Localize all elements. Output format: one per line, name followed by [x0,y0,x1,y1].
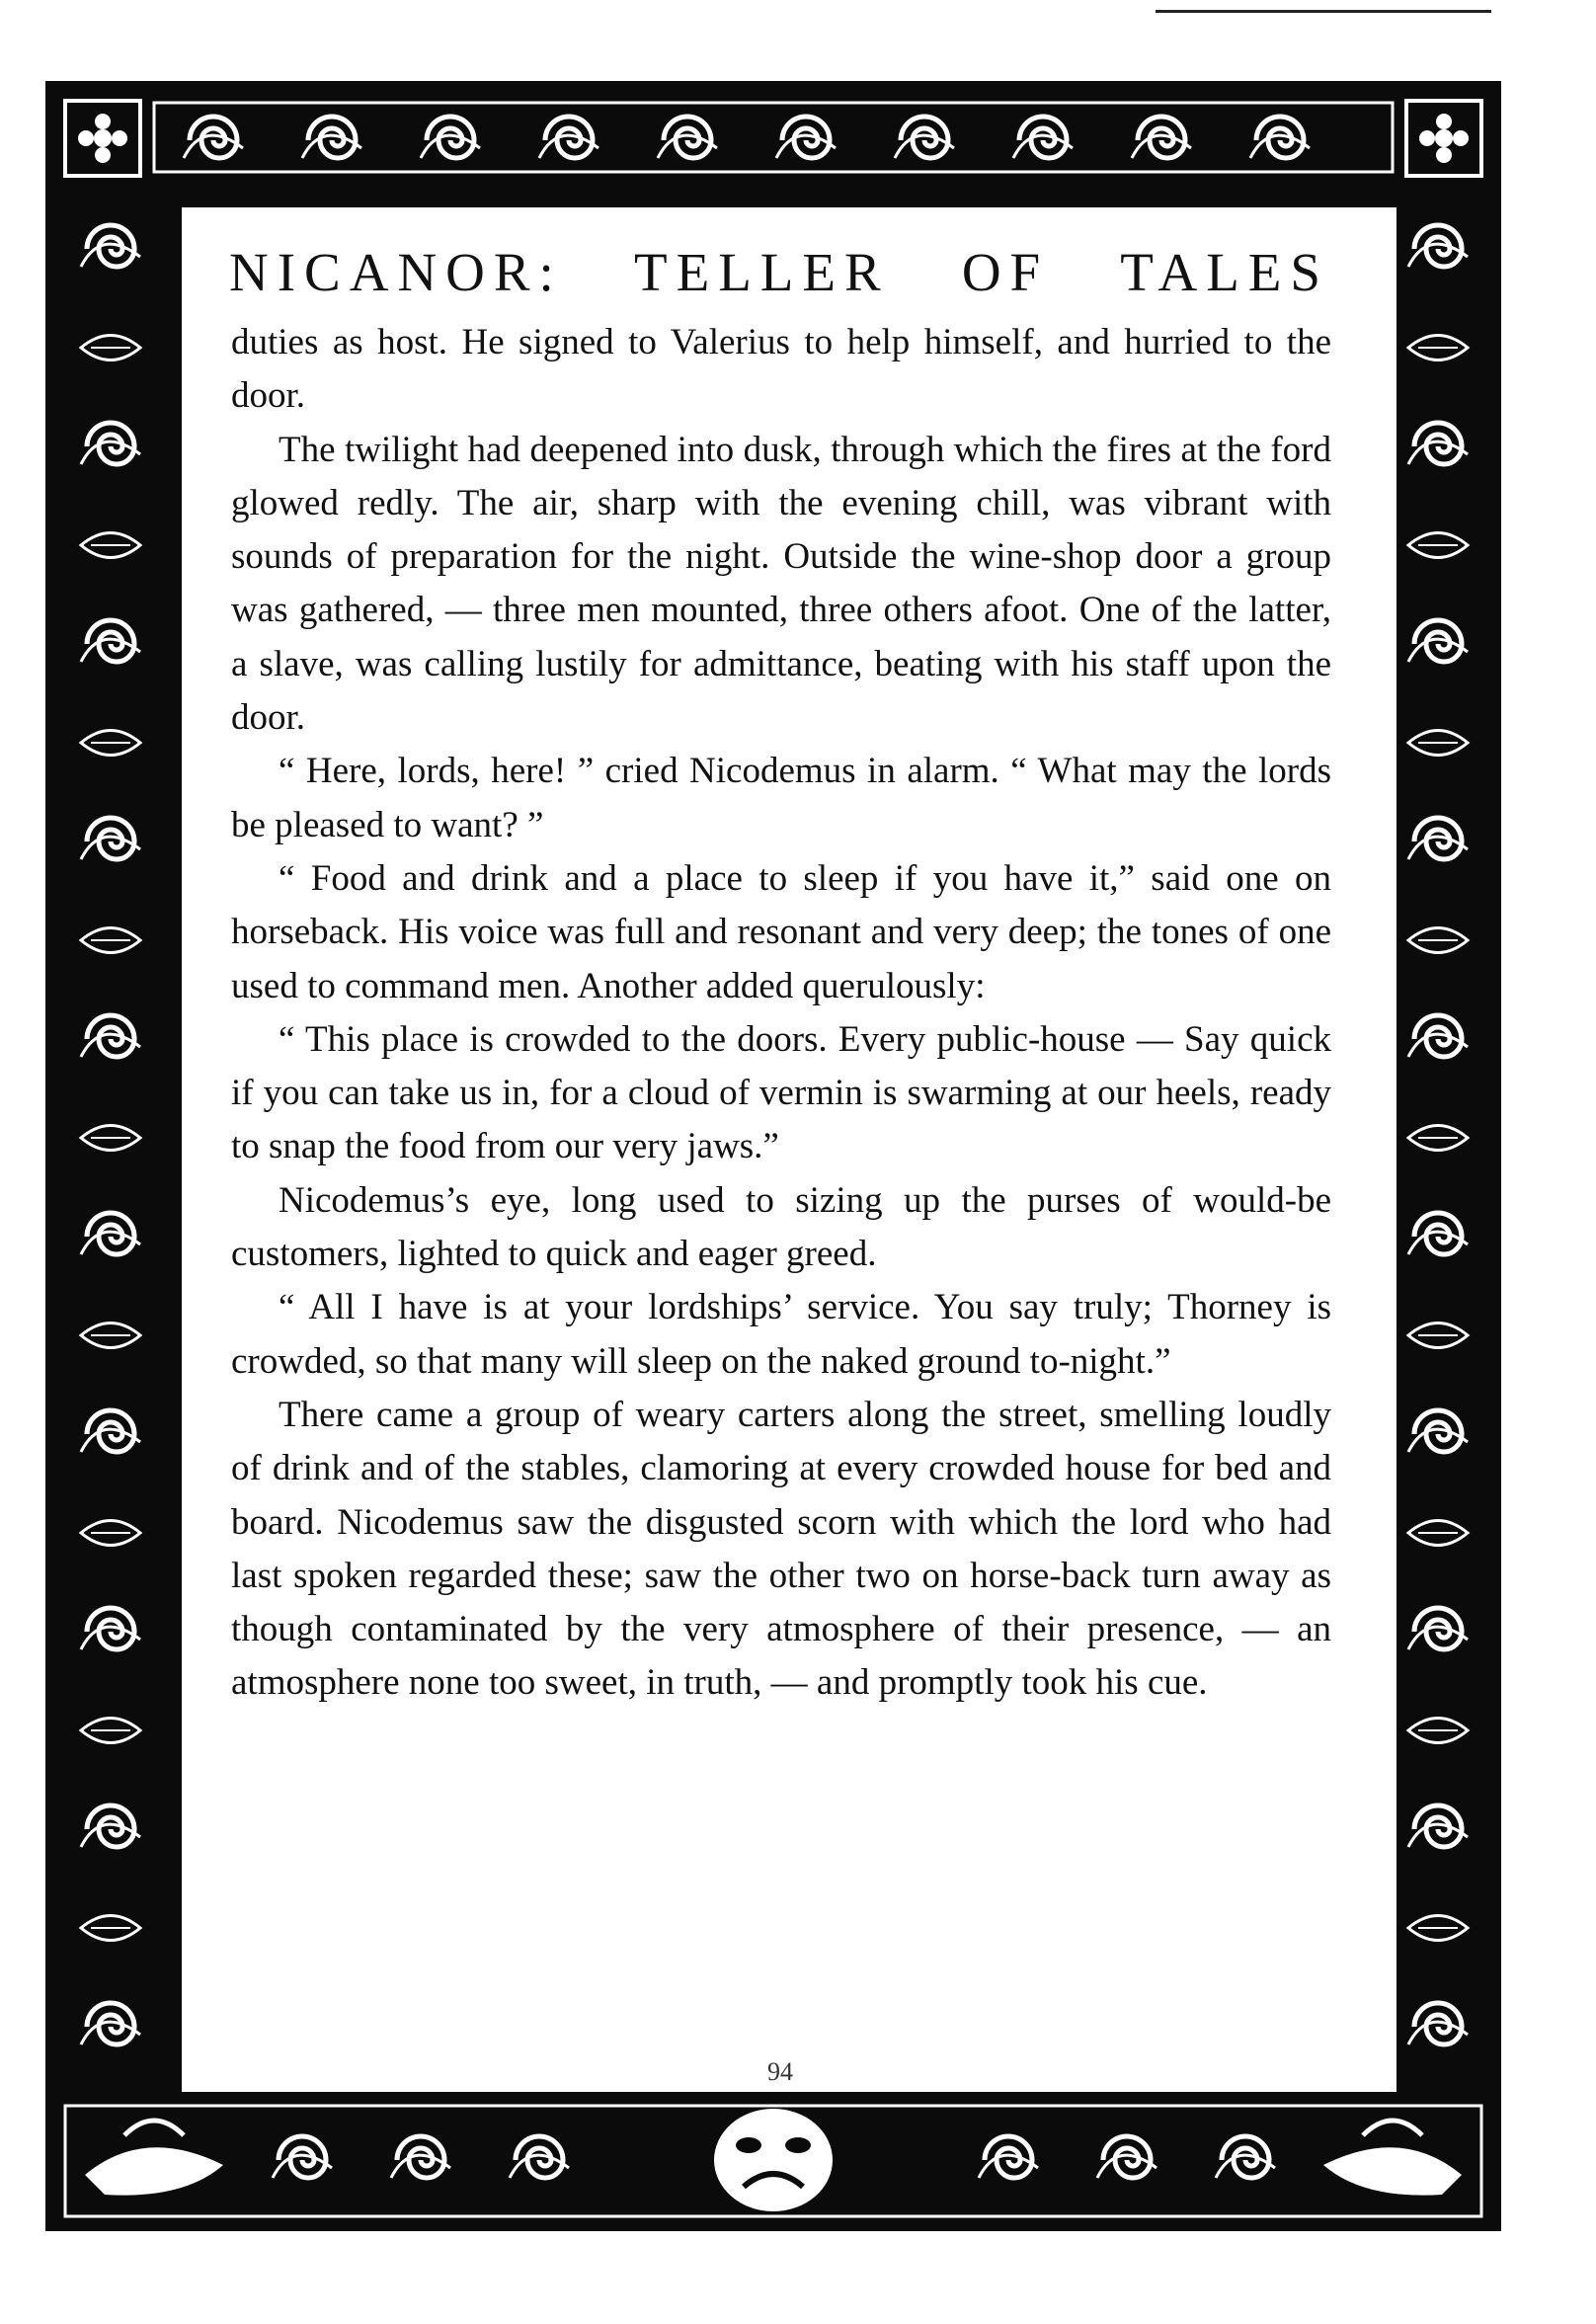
bottom-frieze [65,2106,1481,2216]
paragraph: duties as host. He signed to Valerius to help himself, and hurried to the door. [231,322,1331,417]
paragraph: Nicodemus’s eye, long used to sizing up the purses of would-be customers, lighted to quick and eager greed. [231,1179,1331,1275]
corner-ornament-top-right [1406,101,1481,176]
lamp-left [85,2121,223,2196]
paragraph: “ All I have is at your lordships’ service. You say truly; Thorney is crowded, so that many will sleep on the naked ground to-night.” [231,1287,1331,1382]
left-scroll-column [81,225,140,2044]
right-scroll-column [1408,225,1468,2044]
running-head: NICANOR: TELLER OF TALES [229,242,1329,302]
paragraph: The twilight had deepened into dusk, through which the fires at the ford glowed redly. The air, sharp with the evening chill, was vibrant with sounds of preparation for the night. Outside the wine-shop door a group was gathered, — three men mounted, three others afoot. One of the latter, a slave, was calling lustily for admittance, beating with his staff upon the door. [231,429,1331,739]
top-rule [1156,10,1491,13]
paragraph: There came a group of weary carters along the street, smelling loudly of drink and of the stables, clamoring at every crowded house for bed and board. Nicodemus saw the disgusted scorn with which the lord who had last spoken regarded these; saw the other two on horse-back turn away as though contaminated by the very atmosphere of their presence, — an atmosphere none too sweet, in truth, — and promptly took his cue. [231,1394,1331,1704]
corner-ornament-top-left [65,101,140,176]
paragraph: “ This place is crowded to the doors. Every public-house — Say quick if you can take us in, for a cloud of vermin is swarming at our heels, ready to snap the food from our very jaws.” [231,1018,1331,1167]
lamp-right [1323,2121,1462,2196]
paragraph: “ Food and drink and a place to sleep if you have it,” said one on horseback. His voice was full and resonant and very deep; the tones of one used to command men. Another added querulously: [231,857,1331,1006]
page-number: 94 [767,2057,793,2086]
body-text [231,316,1331,1711]
theatre-mask [714,2109,833,2211]
top-scroll-frieze [154,103,1393,172]
paragraph: “ Here, lords, here! ” cried Nicodemus in alarm. “ What may the lords be pleased to want? ” [231,751,1331,845]
